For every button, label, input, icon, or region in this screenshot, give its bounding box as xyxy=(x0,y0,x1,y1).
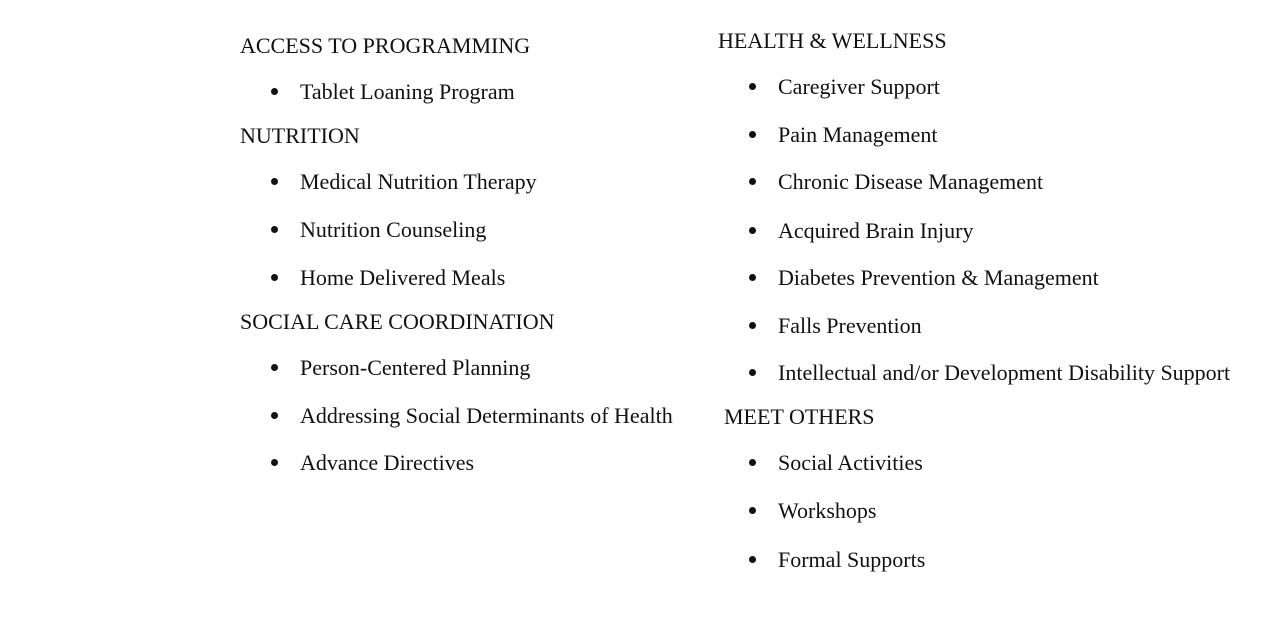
list-item: Acquired Brain Injury xyxy=(778,218,974,243)
list-item: Formal Supports xyxy=(778,547,926,572)
list-item: Home Delivered Meals xyxy=(300,265,506,290)
bullet-icon xyxy=(749,322,756,329)
bullet-icon xyxy=(749,227,756,234)
list-item: Addressing Social Determinants of Health xyxy=(300,403,673,428)
bullet-icon xyxy=(271,459,278,466)
list-item: Tablet Loaning Program xyxy=(300,79,515,104)
list-item: Medical Nutrition Therapy xyxy=(300,169,537,194)
bullet-icon xyxy=(271,226,278,233)
bullet-icon xyxy=(749,556,756,563)
list-item: Nutrition Counseling xyxy=(300,217,487,242)
list-item: Intellectual and/or Development Disability Support xyxy=(778,360,1231,385)
list-item: Workshops xyxy=(778,498,877,523)
bullet-icon xyxy=(749,369,756,376)
bullet-icon xyxy=(749,459,756,466)
section-heading-health-wellness: HEALTH & WELLNESS xyxy=(718,28,947,53)
bullet-icon xyxy=(271,364,278,371)
section-heading-meet-others: MEET OTHERS xyxy=(724,404,875,429)
bullet-icon xyxy=(749,131,756,138)
list-item: Social Activities xyxy=(778,450,923,475)
section-heading-access-to-programming: ACCESS TO PROGRAMMING xyxy=(240,33,531,58)
bullet-icon xyxy=(749,274,756,281)
bullet-icon xyxy=(271,178,278,185)
bullet-icon xyxy=(749,507,756,514)
section-heading-social-care-coordination: SOCIAL CARE COORDINATION xyxy=(240,309,555,334)
list-item: Diabetes Prevention & Management xyxy=(778,265,1099,290)
bullet-icon xyxy=(271,274,278,281)
list-item: Pain Management xyxy=(778,122,938,147)
list-item: Caregiver Support xyxy=(778,74,940,99)
list-item: Falls Prevention xyxy=(778,313,922,338)
bullet-icon xyxy=(749,83,756,90)
list-item: Chronic Disease Management xyxy=(778,169,1044,194)
bullet-icon xyxy=(271,412,278,419)
list-item: Advance Directives xyxy=(300,450,475,475)
section-heading-nutrition: NUTRITION xyxy=(240,123,360,148)
bullet-icon xyxy=(271,88,278,95)
bullet-icon xyxy=(749,178,756,185)
list-item: Person-Centered Planning xyxy=(300,355,531,380)
